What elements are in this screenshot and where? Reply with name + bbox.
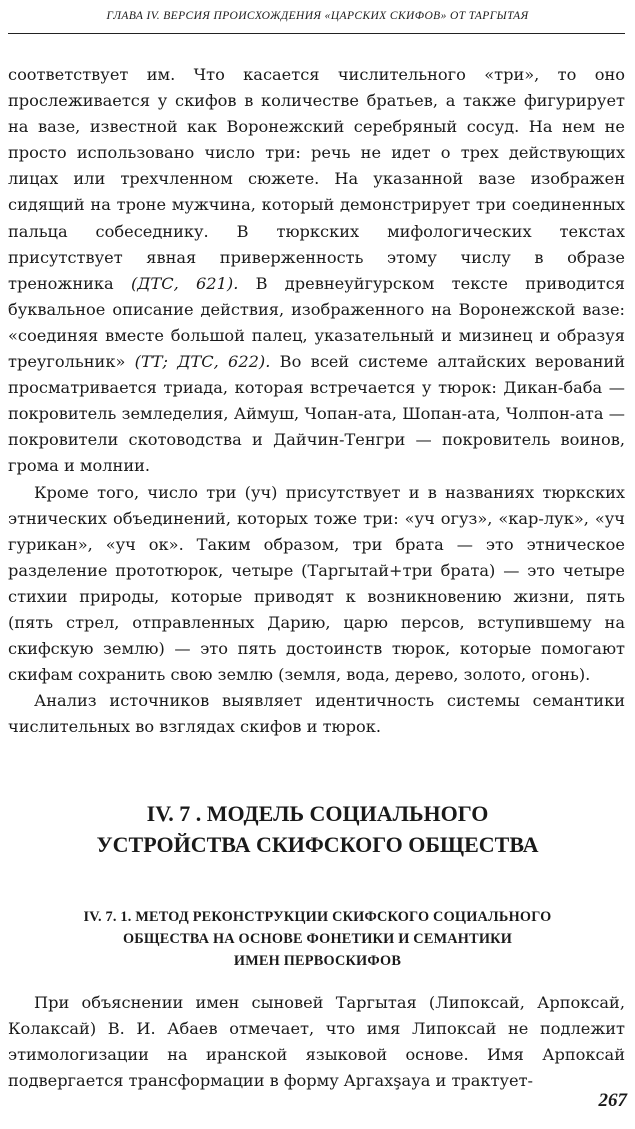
citation-tt-dts-622: (ТТ; ДТС, 622).	[134, 352, 271, 372]
header-rule	[8, 33, 625, 34]
main-text	[8, 62, 625, 740]
section-heading	[0, 798, 635, 860]
section-heading-line-2: УСТРОЙСТВА СКИФСКОГО ОБЩЕСТВА	[96, 832, 539, 857]
paragraph-1-text-b: В древнеуйгурском тексте приводится буквальное описание действия, изображенного на Воронежской вазе: «соединяя вместе большой палец, указательный и мизинец и образуя треугольник»	[8, 273, 625, 372]
section-heading-line-1: IV. 7 . МОДЕЛЬ СОЦИАЛЬНОГО	[146, 801, 489, 826]
paragraph-3: Анализ источников выявляет идентичность системы семантики числительных во взглядах скифов и тюрок.	[8, 691, 625, 737]
paragraph-2: Кроме того, число три (уч) присутствует и в названиях тюркских этнических объединений, которых тоже три: «уч огуз», «кар-лук», «уч гурикан», «уч ок». Таким образом, три брата — это этническое разделение прототюрок, четыре (Таргытай+три брата) — это четыре стихии природы, которые приводят к возникновению жизни, пять (пять стрел, отправленных Дарию, царю персов, вступившему на скифскую землю) — это пять достоинств тюрок, которые помогают скифам сохранить свою землю (земля, вода, дерево, золото, огонь).	[8, 482, 625, 685]
paragraph-4: При объяснении имен сыновей Таргытая (Липоксай, Арпоксай, Колаксай) В. И. Абаев отмечает, что имя Липоксай не подлежит этимологизации на иранской языковой основе. Имя Арпоксай подвергается трансформации в форму Aргахşaуа и трактует-	[8, 993, 625, 1091]
running-head: ГЛАВА IV. ВЕРСИЯ ПРОИСХОЖДЕНИЯ «ЦАРСКИХ СКИФОВ» ОТ ТАРГЫТАЯ	[106, 10, 529, 22]
subsection-heading-line-3: ИМЕН ПЕРВОСКИФОВ	[233, 953, 402, 969]
citation-dts-621: (ДТС, 621).	[130, 273, 239, 293]
subsection-heading-line-2: ОБЩЕСТВА НА ОСНОВЕ ФОНЕТИКИ И СЕМАНТИКИ	[122, 931, 513, 947]
paragraph-1-text-a: соответствует им. Что касается числительного «три», то оно прослеживается у скифов в количестве братьев, а также фигурирует на вазе, известной как Воронежский серебряный сосуд. На нем не просто использовано число три: речь не идет о трех действующих лицах или трехчленном сюжете. На указанной вазе изображен сидящий на троне мужчина, который демонстрирует три соединенных пальца собеседнику. В тюркских мифологических текстах присутствует явная приверженность этому числу в образе треножника	[8, 65, 625, 293]
closing-text	[8, 990, 625, 1094]
subsection-heading	[0, 906, 635, 972]
subsection-heading-line-1: IV. 7. 1. МЕТОД РЕКОНСТРУКЦИИ СКИФСКОГО СОЦИАЛЬНОГО	[83, 909, 552, 925]
paragraph-1-text-c: Во всей системе алтайских верований просматривается триада, которая встречается у тюрок: Дикан-баба — покровитель земледелия, Аймуш, Чопан-ата, Шопан-ата, Чолпон-ата — покровители скотоводства и Дайчин-Тенгри — покровитель воинов, грома и молнии.	[8, 352, 625, 476]
page-number: 267	[598, 1090, 627, 1111]
paragraph-1	[8, 62, 625, 480]
